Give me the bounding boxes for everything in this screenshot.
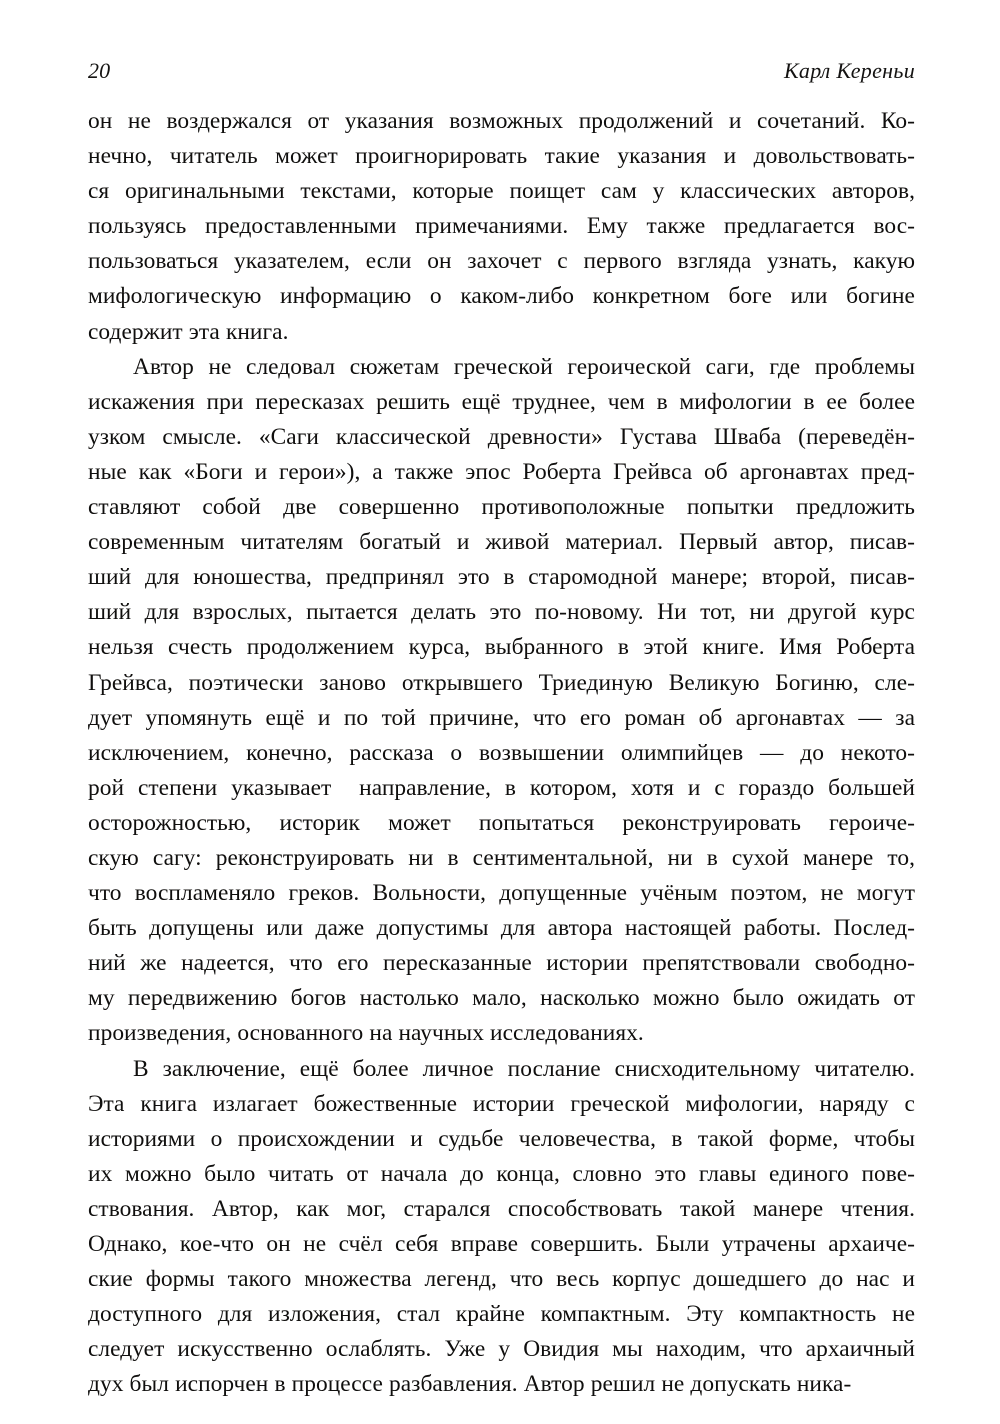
text-line: скую сагу: реконструировать ни в сентиментальной, ни в сухой манере то, bbox=[88, 844, 915, 871]
text-line: нельзя счесть продолжением курса, выбранного в этой книге. Имя Роберта bbox=[88, 634, 915, 661]
text-line: рой степени указывает направление, в котором, хотя и с гораздо большей bbox=[88, 774, 915, 801]
text-line: доступного для изложения, стал крайне компактным. Эту компактность не bbox=[88, 1301, 915, 1328]
text-line: ные как «Боги и герои»), а также эпос Роберта Грейвса об аргонавтах пред- bbox=[88, 458, 915, 485]
text-line: ший для юношества, предпринял это в старомодной манере; второй, писав- bbox=[88, 564, 915, 591]
text-line: узком смысле. «Саги классической древности» Густава Шваба (переведён- bbox=[88, 423, 915, 450]
text-line: пользуясь предоставленными примечаниями. Ему также предлагается вос- bbox=[88, 213, 915, 240]
text-line: историями о происхождении и судьбе человечества, в такой форме, чтобы bbox=[88, 1125, 915, 1152]
text-line: быть допущены или даже допустимы для автора настоящей работы. Послед- bbox=[88, 915, 915, 942]
text-line: содержит эта книга. bbox=[88, 318, 289, 345]
paragraph-1 bbox=[88, 104, 915, 350]
page-number: 20 bbox=[88, 58, 111, 83]
body-text-block bbox=[88, 104, 915, 1402]
running-head-title: Карл Кереньи bbox=[784, 58, 915, 83]
text-line: искажения при пересказах решить ещё труднее, чем в мифологии в ее более bbox=[88, 388, 915, 415]
text-line: Эта книга излагает божественные истории греческой мифологии, наряду с bbox=[88, 1090, 915, 1117]
text-line: их можно было читать от начала до конца, словно это главы единого пове- bbox=[88, 1160, 915, 1187]
text-line: пользоваться указателем, если он захочет с первого взгляда узнать, какую bbox=[88, 248, 915, 275]
text-line: произведения, основанного на научных исследованиях. bbox=[88, 1020, 644, 1047]
text-line: ствования. Автор, как мог, старался способствовать такой манере чтения. bbox=[88, 1195, 915, 1222]
running-head bbox=[88, 56, 915, 86]
text-line: Автор не следовал сюжетам греческой героической саги, где проблемы bbox=[133, 353, 915, 380]
text-line: он не воздержался от указания возможных продолжений и сочетаний. Ко- bbox=[88, 108, 915, 134]
text-line: дует упомянуть ещё и по той причине, что его роман об аргонавтах — за bbox=[88, 704, 915, 731]
text-line: мифологическую информацию о каком-либо конкретном боге или богине bbox=[88, 283, 915, 310]
text-line: ний же надеется, что его пересказанные истории препятствовали свободно- bbox=[88, 950, 915, 977]
text-line: Однако, кое-что он не счёл себя вправе совершить. Были утрачены архаиче- bbox=[88, 1231, 915, 1257]
text-line: исключением, конечно, рассказа о возвышении олимпийцев — до некото- bbox=[88, 739, 915, 766]
text-line: ся оригинальными текстами, которые поищет сам у классических авторов, bbox=[88, 178, 915, 205]
text-line: В заключение, ещё более личное послание снисходительному читателю. bbox=[133, 1055, 915, 1082]
text-line: ставляют собой две совершенно противоположные попытки предложить bbox=[88, 494, 915, 521]
paragraph-3 bbox=[88, 1052, 915, 1403]
text-line: нечно, читатель может проигнорировать такие указания и довольствовать- bbox=[88, 143, 915, 170]
text-line: осторожностью, историк может попытаться реконструировать героиче- bbox=[88, 809, 915, 836]
paragraph-2 bbox=[88, 350, 915, 1052]
text-line: Грейвса, поэтически заново открывшего Триединую Великую Богиню, сле- bbox=[88, 669, 915, 696]
text-line: что воспламеняло греков. Вольности, допущенные учёным поэтом, не могут bbox=[88, 880, 915, 907]
text-line: дух был испорчен в процессе разбавления. Автор решил не допускать ника- bbox=[88, 1371, 852, 1398]
text-line: ские формы такого множества легенд, что весь корпус дошедшего до нас и bbox=[88, 1266, 915, 1293]
text-line: следует искусственно ослаблять. Уже у Овидия мы находим, что архаичный bbox=[88, 1336, 915, 1363]
text-line: ший для взрослых, пытается делать это по-новому. Ни тот, ни другой курс bbox=[88, 599, 915, 626]
text-line: му передвижению богов настолько мало, насколько можно было ожидать от bbox=[88, 985, 915, 1012]
text-line: современным читателям богатый и живой материал. Первый автор, писав- bbox=[88, 529, 915, 556]
